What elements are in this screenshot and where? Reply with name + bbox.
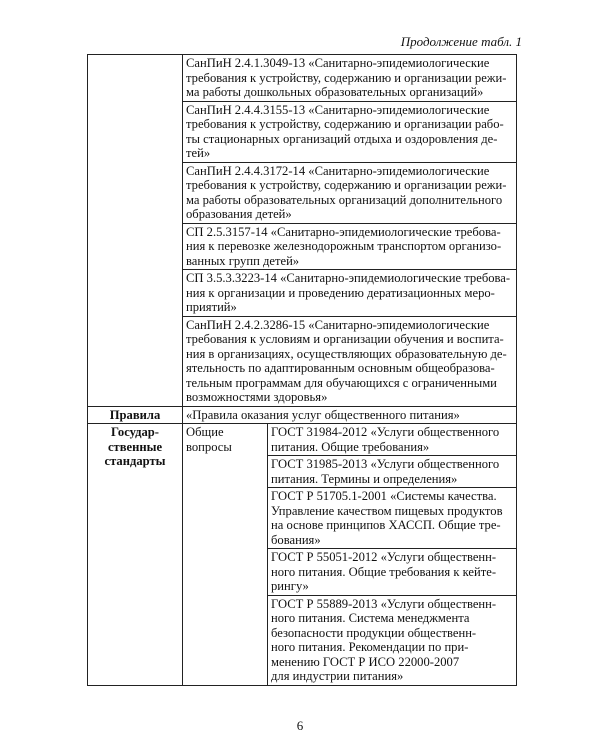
table-cell xyxy=(268,424,517,456)
table-cell xyxy=(183,55,517,102)
sanitary-doc: СанПиН 2.4.4.3155-13 «Санитарно-эпидемиологические требования к устройству, содержанию и организации рабо- ты стационарных организаций отдыха и оздоровления де- тей» xyxy=(186,102,504,160)
sanitary-doc: СанПиН 2.4.4.3172-14 «Санитарно-эпидемиологические требования к устройству, содержанию и организации режи- ма работы образовательных организаций дополнительного образования детей» xyxy=(186,163,507,221)
subcategory-cell xyxy=(183,424,268,686)
table-row xyxy=(88,406,517,424)
regulations-table xyxy=(87,54,517,686)
standard-doc: ГОСТ Р 55051-2012 «Услуги общественн- ного питания. Общие требования к кейте- рингу» xyxy=(271,550,497,593)
table-row xyxy=(88,55,517,102)
standard-doc: ГОСТ 31985-2013 «Услуги общественного питания. Термины и определения» xyxy=(271,457,500,486)
standards-label: Государ- ственные стандарты xyxy=(104,425,166,468)
sanitary-doc: СанПиН 2.4.2.3286-15 «Санитарно-эпидемиологические требования к условиям и организации обучения и воспита- ния в организациях, осуществляющих образовательную де- ятельность по адаптированным основным общеобразова- тельным программам для обучающихся с ограниченными возможностями здоровья» xyxy=(186,317,507,404)
table-cell xyxy=(183,406,517,424)
table-cell xyxy=(183,316,517,406)
table-cell xyxy=(183,270,517,317)
table-cell xyxy=(268,549,517,596)
standard-doc: ГОСТ 31984-2012 «Услуги общественного питания. Общие требования» xyxy=(271,425,500,454)
standards-category-cell xyxy=(88,424,183,686)
page-number: 6 xyxy=(296,718,304,733)
table-continuation-caption: Продолжение табл. 1 xyxy=(400,34,522,49)
sanitary-doc: СанПиН 2.4.1.3049-13 «Санитарно-эпидемиологические требования к устройству, содержанию и организации режи- ма работы дошкольных образовательных организаций» xyxy=(186,56,507,99)
table-cell xyxy=(183,162,517,223)
rules-label: Правила xyxy=(109,407,161,422)
rules-category-cell xyxy=(88,406,183,424)
table-cell xyxy=(268,488,517,549)
table-cell xyxy=(268,456,517,488)
sanitary-doc: СП 3.5.3.3223-14 «Санитарно-эпидемиологические требова- ния к организации и проведению дератизационных меро- приятий» xyxy=(186,271,511,314)
empty-category-cell xyxy=(88,55,183,407)
table-cell xyxy=(183,101,517,162)
table-row xyxy=(88,424,517,456)
sanitary-doc: СП 2.5.3157-14 «Санитарно-эпидемиологические требова- ния к перевозке железнодорожным транспортом организо- ванных групп детей» xyxy=(186,224,502,268)
standard-doc: ГОСТ Р 51705.1-2001 «Системы качества. Управление качеством пищевых продуктов на основе принципов ХАССП. Общие тре- бования» xyxy=(271,489,503,547)
table-cell xyxy=(183,223,517,270)
standard-doc: ГОСТ Р 55889-2013 «Услуги общественн- ного питания. Система менеджмента безопасности продукции общественн- ного питания. Рекомендации по при- менению ГОСТ Р ИСО 22000-2007 для индустрии питания» xyxy=(271,596,497,683)
table-cell xyxy=(268,595,517,685)
subcategory-label: Общие вопросы xyxy=(186,425,232,454)
rules-doc: «Правила оказания услуг общественного питания» xyxy=(186,407,460,422)
